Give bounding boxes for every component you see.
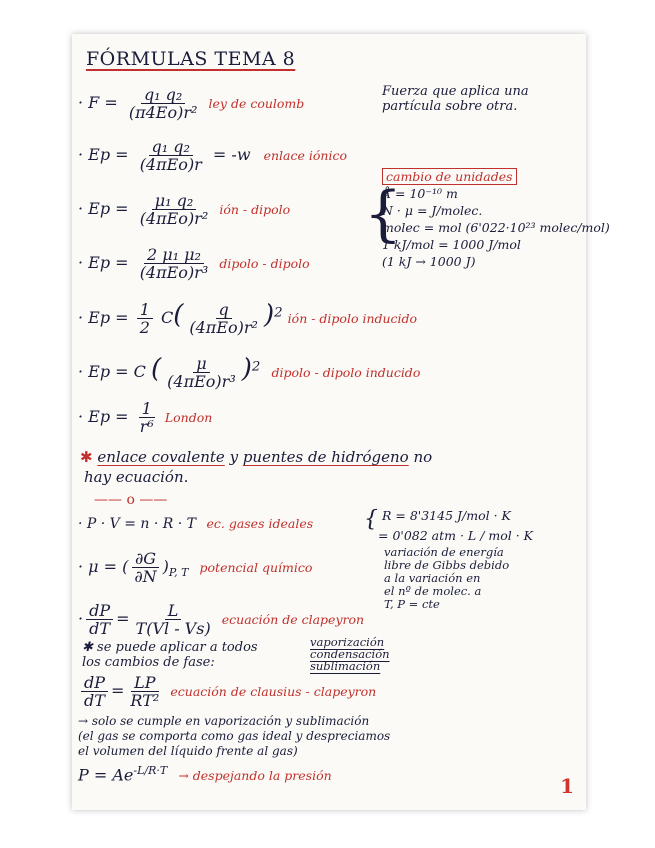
clausius-note [78, 714, 390, 759]
note-line: R = 8'3145 J/mol · K [381, 508, 511, 523]
fraction-numerator: q [216, 301, 232, 319]
formula-label: ecuación de clausius - clapeyron [170, 684, 377, 699]
fraction-numerator: q₁ q₂ [141, 86, 185, 104]
phase-change-list [310, 636, 390, 672]
units-title: cambio de unidades [382, 168, 517, 185]
list-item: sublimación [310, 659, 381, 673]
fraction-denominator: ∂N [134, 567, 157, 586]
fraction-numerator: LP [131, 674, 158, 692]
note-text: no [413, 448, 433, 466]
note-line: variación de energía [384, 545, 504, 559]
chemical-potential-note [384, 546, 509, 611]
fraction-denominator: (4πEo)r [139, 155, 202, 174]
brace-icon: { [364, 179, 403, 249]
formula-lhs: · Ep = [78, 407, 129, 426]
formula-lhs: · F = [78, 93, 118, 112]
formula-dipole-induced-dipole: · Ep = C ( $\frac{\mu}{\text{(4πEo)r³}}$ )$^2$ dipolo - dipolo inducido [78, 354, 421, 391]
formula-clausius-clapeyron: $\frac{dP}{dT}$ = $\frac{LP}{\text{RT²}}$ ecuación de clausius - clapeyron [78, 674, 376, 709]
note-line: → solo se cumple en vaporización y sublimación [78, 714, 370, 728]
section-separator: —— o —— [94, 492, 168, 508]
formula-pressure [78, 764, 332, 784]
formula-lhs: · P · V = n · R · T [78, 516, 197, 532]
note-text: enlace covalente [97, 448, 225, 466]
formula-label: ecuación de clapeyron [221, 612, 365, 627]
note-line: el nº de molec. a [384, 584, 482, 598]
units-line: 1 kJ/mol = 1000 J/mol [382, 237, 521, 252]
fraction-numerator: dP [86, 602, 113, 620]
formula-lhs: · Ep = [78, 199, 129, 218]
fraction-denominator: 2 [139, 318, 150, 337]
hbond-note-cont: hay ecuación. [84, 468, 189, 486]
note-line: el volumen del líquido frente al gas) [78, 744, 298, 758]
fraction-denominator: (π4Eo)r² [128, 103, 198, 122]
formula-lhs: · Ep = C [78, 362, 146, 381]
units-note [382, 168, 610, 270]
note-line: a la variación en [384, 571, 481, 585]
fraction-numerator: μ₁ q₂ [152, 192, 197, 210]
formula-dipole-dipole [78, 246, 310, 281]
formula-clapeyron: · $\frac{dP}{dT}$ = $\frac{L}{T(Vl - Vs)}$ ecuación de clapeyron [78, 601, 365, 638]
formula-lhs: · μ = ( [78, 557, 129, 576]
formula-rhs: = -w [212, 145, 251, 164]
formula-label: ión - dipolo [219, 202, 291, 217]
formula-label: London [164, 410, 213, 425]
formula-label: dipolo - dipolo [219, 256, 310, 271]
note-line: ✱ se puede aplicar a todos [82, 640, 258, 655]
notebook-page [72, 34, 610, 810]
subscript: P, T [168, 566, 189, 580]
formula-lhs: · Ep = [78, 308, 129, 327]
note-line: = 0'082 atm · L / mol · K [378, 528, 534, 543]
star-icon: ✱ [80, 448, 93, 466]
gas-constant-note: { R = 8'3145 J/mol · K = 0'082 atm · L / mol · K [364, 507, 534, 543]
formula-label: ión - dipolo inducido [287, 311, 418, 326]
units-line: Å = 10⁻¹⁰ m [382, 186, 458, 201]
note-line: libre de Gibbs debido [384, 558, 510, 572]
formula-ionic [78, 138, 347, 173]
fraction-denominator: (4πEo)r² [139, 209, 209, 228]
formula-chemical-potential: · μ = ( $\frac{\partial G}{\partial N}$ )$_{P, T}$ potencial químico [78, 549, 313, 586]
units-line: N · μ = J/molec. [382, 203, 483, 218]
formula-label: enlace iónico [263, 148, 347, 163]
formula-label: ley de coulomb [208, 96, 305, 111]
note-line: partícula sobre otra. [382, 99, 518, 114]
list-item: vaporización [310, 635, 385, 649]
note-text: puentes de hidrógeno [242, 448, 409, 466]
fraction-numerator: 1 [137, 301, 153, 319]
fraction-denominator: r⁶ [139, 417, 154, 436]
clapeyron-note [82, 640, 258, 670]
fraction-numerator: dP [81, 674, 108, 692]
formula-lhs: · Ep = [78, 253, 129, 272]
exponent: 2 [251, 359, 261, 375]
formula-coulomb [78, 86, 304, 121]
constant-c: C [160, 308, 174, 327]
formula-lhs: · Ep = [78, 145, 129, 164]
formula-ideal-gas [78, 516, 313, 532]
fraction-denominator: T(Vl - Vs) [135, 619, 211, 638]
list-item: condensación [310, 647, 390, 661]
exponent: 2 [274, 305, 283, 321]
formula-ion-dipole [78, 192, 290, 227]
fraction-denominator: (4πEo)r² [189, 318, 258, 337]
fraction-numerator: ∂G [132, 550, 159, 568]
formula-lhs: P = Ae [78, 765, 134, 785]
units-line: molec = mol (6'022·10²³ molec/mol) [382, 220, 610, 235]
fraction-numerator: q₁ q₂ [149, 138, 193, 156]
fraction-denominator: (4πEo)r³ [167, 372, 236, 391]
fraction-numerator: 2 μ₁ μ₂ [144, 246, 204, 264]
fraction-denominator: (4πEo)r³ [139, 263, 209, 282]
exponent: -L/R·T [133, 764, 168, 777]
fraction-numerator: 1 [139, 400, 155, 418]
formula-label: ec. gases ideales [206, 516, 314, 531]
note-line: (el gas se comporta como gas ideal y despreciamos [78, 729, 391, 743]
formula-label: dipolo - dipolo inducido [271, 365, 421, 380]
formula-london [78, 400, 212, 435]
fraction-denominator: RT² [130, 691, 160, 710]
page-title: FÓRMULAS TEMA 8 [86, 48, 296, 70]
coulomb-note [382, 84, 529, 114]
fraction-denominator: dT [89, 619, 111, 638]
note-line: Fuerza que aplica una [382, 84, 529, 99]
formula-label: → despejando la presión [178, 768, 332, 784]
note-line: los cambios de fase: [82, 655, 215, 670]
note-text: y [229, 448, 239, 466]
hbond-note [80, 448, 432, 466]
page-number: 1 [560, 774, 574, 798]
fraction-numerator: μ [193, 355, 209, 373]
formula-ion-induced-dipole: · Ep = $\frac{1}{2}$ C( $\frac{q}{\text{(4πEo)r²}}$ )$^2$ ión - dipolo inducido [78, 300, 418, 337]
fraction-numerator: L [165, 602, 182, 620]
formula-label: potencial químico [199, 560, 313, 575]
units-line: (1 kJ → 1000 J) [382, 254, 476, 269]
fraction-denominator: dT [84, 691, 105, 710]
note-line: T, P = cte [384, 597, 440, 611]
